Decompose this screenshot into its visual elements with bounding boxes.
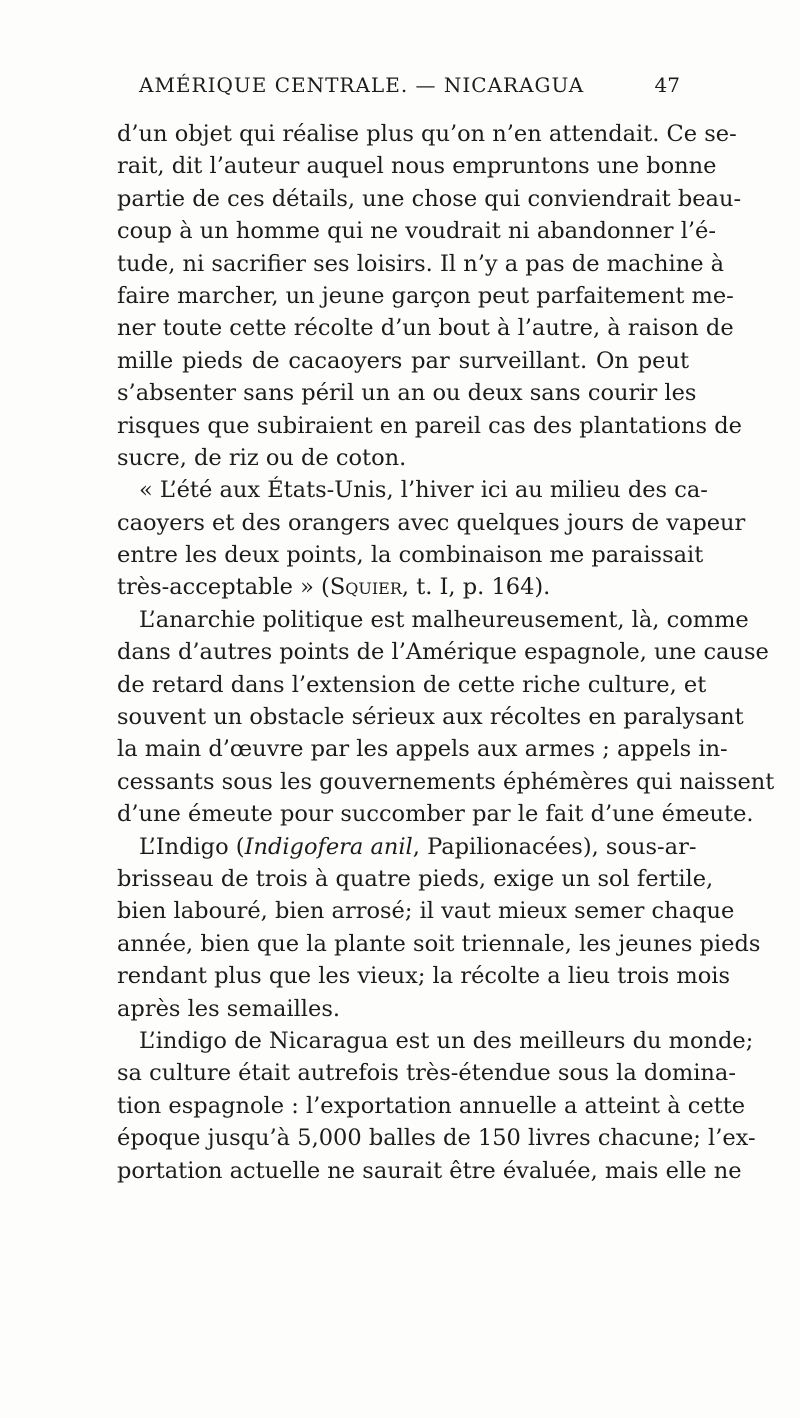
running-header — [120, 73, 680, 107]
text-line: L’indigo de Nicaragua est un des meilleurs du monde; — [139, 1027, 754, 1054]
text-line: ner toute cette récolte d’un bout à l’autre, à raison de — [117, 315, 734, 342]
text-line: cessants sous les gouvernements éphémères qui naissent — [117, 768, 775, 795]
text-line-indigo — [117, 831, 697, 863]
text-line: sucre, de riz ou de coton. — [117, 444, 407, 471]
text-line: coup à un homme qui ne voudrait ni abandonner l’é- — [117, 218, 716, 245]
text-line: souvent un obstacle sérieux aux récoltes en paralysant — [117, 704, 744, 731]
text-line: risques que subiraient en pareil cas des plantations de — [117, 412, 742, 439]
text-line: caoyers et des orangers avec quelques jours de vapeur — [117, 509, 746, 536]
text-line: bien labouré, bien arrosé; il vaut mieux semer chaque — [117, 898, 735, 925]
text-line: faire marcher, un jeune garçon peut parfaitement me- — [117, 282, 734, 309]
text-line: partie de ces détails, une chose qui conviendrait beau- — [117, 185, 742, 212]
text-line: tude, ni sacrifier ses loisirs. Il n’y a pas de machine à — [117, 250, 725, 277]
text-line: portation actuelle ne saurait être évaluée, mais elle ne — [117, 1157, 742, 1184]
text-line: s’absenter sans péril un an ou deux sans courir les — [117, 380, 697, 407]
text-line: époque jusqu’à 5,000 balles de 150 livres chacune; l’ex- — [117, 1125, 756, 1152]
text-line: après les semailles. — [117, 995, 341, 1022]
text-line: tion espagnole : l’exportation annuelle a atteint à cette — [117, 1092, 746, 1119]
indigo-term: L’Indigo ( — [139, 833, 245, 860]
body-text — [117, 118, 775, 1187]
text-line: de retard dans l’extension de cette riche culture, et — [117, 671, 707, 698]
indigo-latin-name: Indigofera anil — [244, 833, 413, 860]
running-title: AMÉRIQUE CENTRALE. — NICARAGUA — [139, 73, 585, 97]
citation-text-end: , t. I, p. 164). — [401, 574, 551, 601]
text-line: rait, dit l’auteur auquel nous empruntons une bonne — [117, 153, 717, 180]
text-line: d’une émeute pour succomber par le fait d’une émeute. — [117, 801, 754, 828]
text-line: dans d’autres points de l’Amérique espagnole, une cause — [117, 639, 769, 666]
text-line: « L’été aux États-Unis, l’hiver ici au milieu des ca- — [139, 477, 708, 504]
text-line: entre les deux points, la combinaison me paraissait — [117, 542, 704, 569]
text-line: L’anarchie politique est malheureusement, là, comme — [139, 606, 749, 633]
indigo-text-end: , Papilionacées), sous-ar- — [412, 833, 697, 860]
text-line: brisseau de trois à quatre pieds, exige un sol fertile, — [117, 865, 714, 892]
citation-text-start: très-acceptable » ( — [117, 574, 330, 601]
text-line: sa culture était autrefois très-étendue sous la domina- — [117, 1060, 736, 1087]
text-line: d’un objet qui réalise plus qu’on n’en attendait. Ce se- — [117, 121, 737, 147]
text-line: la main d’œuvre par les appels aux armes ; appels in- — [117, 736, 728, 763]
text-line: année, bien que la plante soit triennale, les jeunes pieds — [117, 930, 761, 957]
page-number: 47 — [654, 73, 680, 97]
text-line: mille pieds de cacaoyers par surveillant. On peut — [117, 347, 689, 374]
text-line: rendant plus que les vieux; la récolte a lieu trois mois — [117, 963, 731, 990]
citation-author: Squier — [329, 574, 402, 601]
text-line-citation — [117, 571, 689, 603]
